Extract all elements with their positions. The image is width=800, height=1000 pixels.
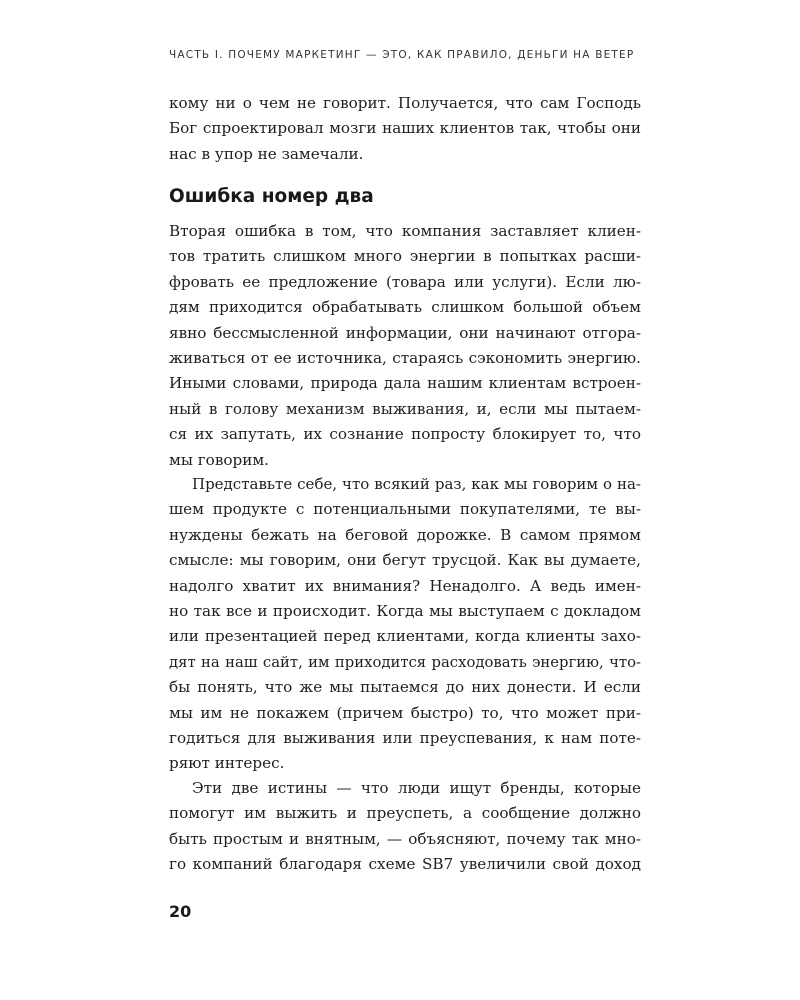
text-line: шем продукте с потенциальными покупателями, те вы- — [169, 500, 641, 519]
text-line: тов тратить слишком много энергии в попытках расши- — [169, 247, 641, 266]
text-line: дям приходится обрабатывать слишком большой объем — [169, 298, 641, 317]
page-number: 20 — [169, 902, 192, 921]
text-line: годиться для выживания или преуспевания, к нам поте- — [169, 728, 641, 747]
text-line: нуждены бежать на беговой дорожке. В самом прямом — [169, 525, 641, 544]
text-line: ный в голову механизм выживания, и, если мы пытаем- — [169, 399, 641, 418]
text-line: Представьте себе, что всякий раз, как мы говорим о на- — [192, 475, 641, 493]
text-line: фровать ее предложение (товара или услуги). Если лю- — [169, 272, 641, 291]
text-line: Вторая ошибка в том, что компания заставляет клиен- — [169, 222, 641, 240]
text-line: ся их запутать, их сознание попросту блокирует то, что — [169, 425, 641, 444]
text-line: ряют интерес. — [169, 754, 285, 773]
text-line: го компаний благодаря схеме SB7 увеличили свой доход — [169, 855, 641, 874]
text-line: кому ни о чем не говорит. Получается, что сам Господь — [169, 94, 641, 112]
running-header: ЧАСТЬ I. ПОЧЕМУ МАРКЕТИНГ — ЭТО, КАК ПРАВИЛО, ДЕНЬГИ НА ВЕТЕР — [169, 49, 635, 61]
text-line: нас в упор не замечали. — [169, 144, 364, 163]
text-line: надолго хватит их внимания? Ненадолго. А ведь имен- — [169, 576, 641, 595]
text-line: явно бессмысленной информации, они начинают отгора- — [169, 323, 641, 342]
text-line: но так все и происходит. Когда мы выступаем с докладом — [169, 601, 641, 620]
paragraph-2 — [169, 472, 641, 777]
text-line: живаться от ее источника, стараясь сэкономить энергию. — [169, 348, 641, 367]
text-line: мы им не покажем (причем быстро) то, что может при- — [169, 703, 641, 722]
text-line: быть простым и внятным, — объясняют, почему так мно- — [169, 829, 641, 848]
text-line: помогут им выжить и преуспеть, а сообщение должно — [169, 804, 641, 823]
section-heading: Ошибка номер два — [169, 186, 374, 207]
text-line: Бог спроектировал мозги наших клиентов так, чтобы они — [169, 119, 641, 138]
paragraph-3 — [169, 776, 641, 878]
text-line: Эти две истины — что люди ищут бренды, которые — [192, 779, 641, 797]
text-line: бы понять, что же мы пытаемся до них донести. И если — [169, 678, 641, 697]
paragraph-1 — [169, 219, 641, 473]
text-line: смысле: мы говорим, они бегут трусцой. Как вы думаете, — [169, 551, 641, 570]
text-line: мы говорим. — [169, 450, 270, 469]
text-line: или презентацией перед клиентами, когда клиенты захо- — [169, 627, 641, 646]
text-line: дят на наш сайт, им приходится расходовать энергию, что- — [169, 653, 641, 671]
text-line: Иными словами, природа дала нашим клиентам встроен- — [169, 374, 641, 393]
intro-paragraph — [169, 91, 641, 167]
